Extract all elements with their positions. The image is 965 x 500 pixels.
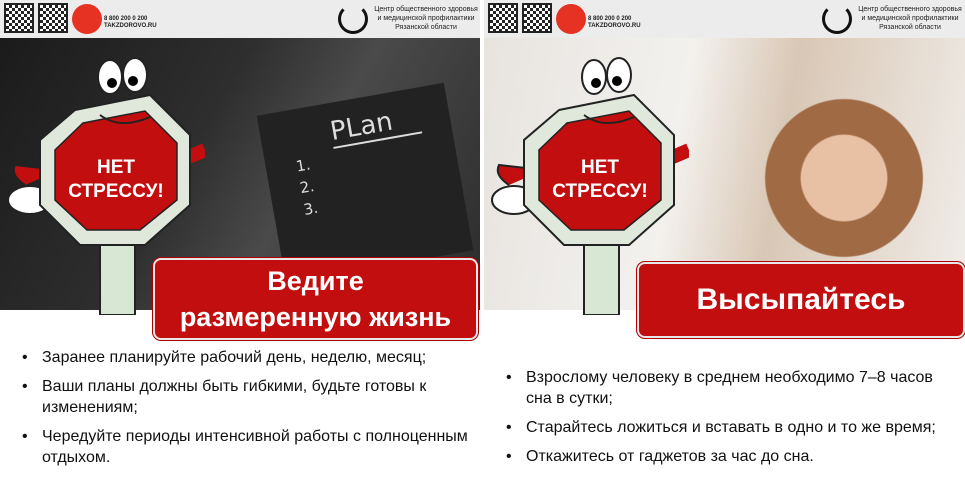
sign-text: СТРЕССУ!	[552, 181, 648, 202]
phone-number: 8 800 200 0 200	[104, 16, 148, 22]
qr-code	[38, 3, 68, 33]
phone-number: 8 800 200 0 200	[588, 16, 632, 22]
sign-text: СТРЕССУ!	[68, 181, 164, 202]
poster-title	[637, 262, 965, 338]
qr-code	[522, 3, 552, 33]
takzdorovo-logo	[556, 4, 586, 34]
plan-item: 2.	[298, 177, 316, 198]
poster-balanced-life	[0, 0, 480, 500]
list-item: • Старайтесь ложиться и вставать в одно и то же время;	[504, 417, 959, 438]
hotline	[588, 16, 641, 30]
takzdorovo-logo	[72, 4, 102, 34]
organization-name: Центр общественного здоровья и медицинской профилактики Рязанской области	[374, 6, 478, 31]
site-url: TAKZDOROVO.RU	[104, 23, 157, 29]
title-line: размеренную жизнь	[179, 302, 452, 332]
organization-name: Центр общественного здоровья и медицинской профилактики Рязанской области	[858, 6, 962, 31]
plan-title: PLan	[328, 102, 422, 149]
qr-code	[4, 3, 34, 33]
title-line: Ведите	[267, 266, 364, 296]
list-item: • Заранее планируйте рабочий день, неделю, месяц;	[20, 347, 470, 368]
site-url: TAKZDOROVO.RU	[588, 23, 641, 29]
plan-item: 3.	[302, 198, 320, 219]
center-logo-icon	[338, 4, 368, 34]
poster-title	[153, 258, 478, 340]
center-logo-icon	[822, 4, 852, 34]
plan-item: 1.	[294, 155, 312, 176]
tips-list	[504, 367, 959, 475]
list-item: • Взрослому человеку в среднем необходимо 7–8 часов сна в сутки;	[504, 367, 959, 409]
title-line: Высыпайтесь	[696, 283, 906, 316]
list-item: • Чередуйте периоды интенсивной работы с полноценным отдыхом.	[20, 426, 470, 468]
sign-text: НЕТ	[97, 157, 135, 178]
qr-code	[488, 3, 518, 33]
poster-sleep	[484, 0, 965, 500]
sleeping-woman-image	[734, 88, 934, 268]
hotline	[104, 16, 157, 30]
tips-list	[20, 347, 470, 476]
list-item: • Откажитесь от гаджетов за час до сна.	[504, 446, 959, 467]
poster-header	[0, 0, 480, 38]
sign-text: НЕТ	[581, 157, 619, 178]
list-item: • Ваши планы должны быть гибкими, будьте готовы к изменениям;	[20, 376, 470, 418]
plan-notebook	[257, 83, 474, 283]
poster-header	[484, 0, 965, 38]
